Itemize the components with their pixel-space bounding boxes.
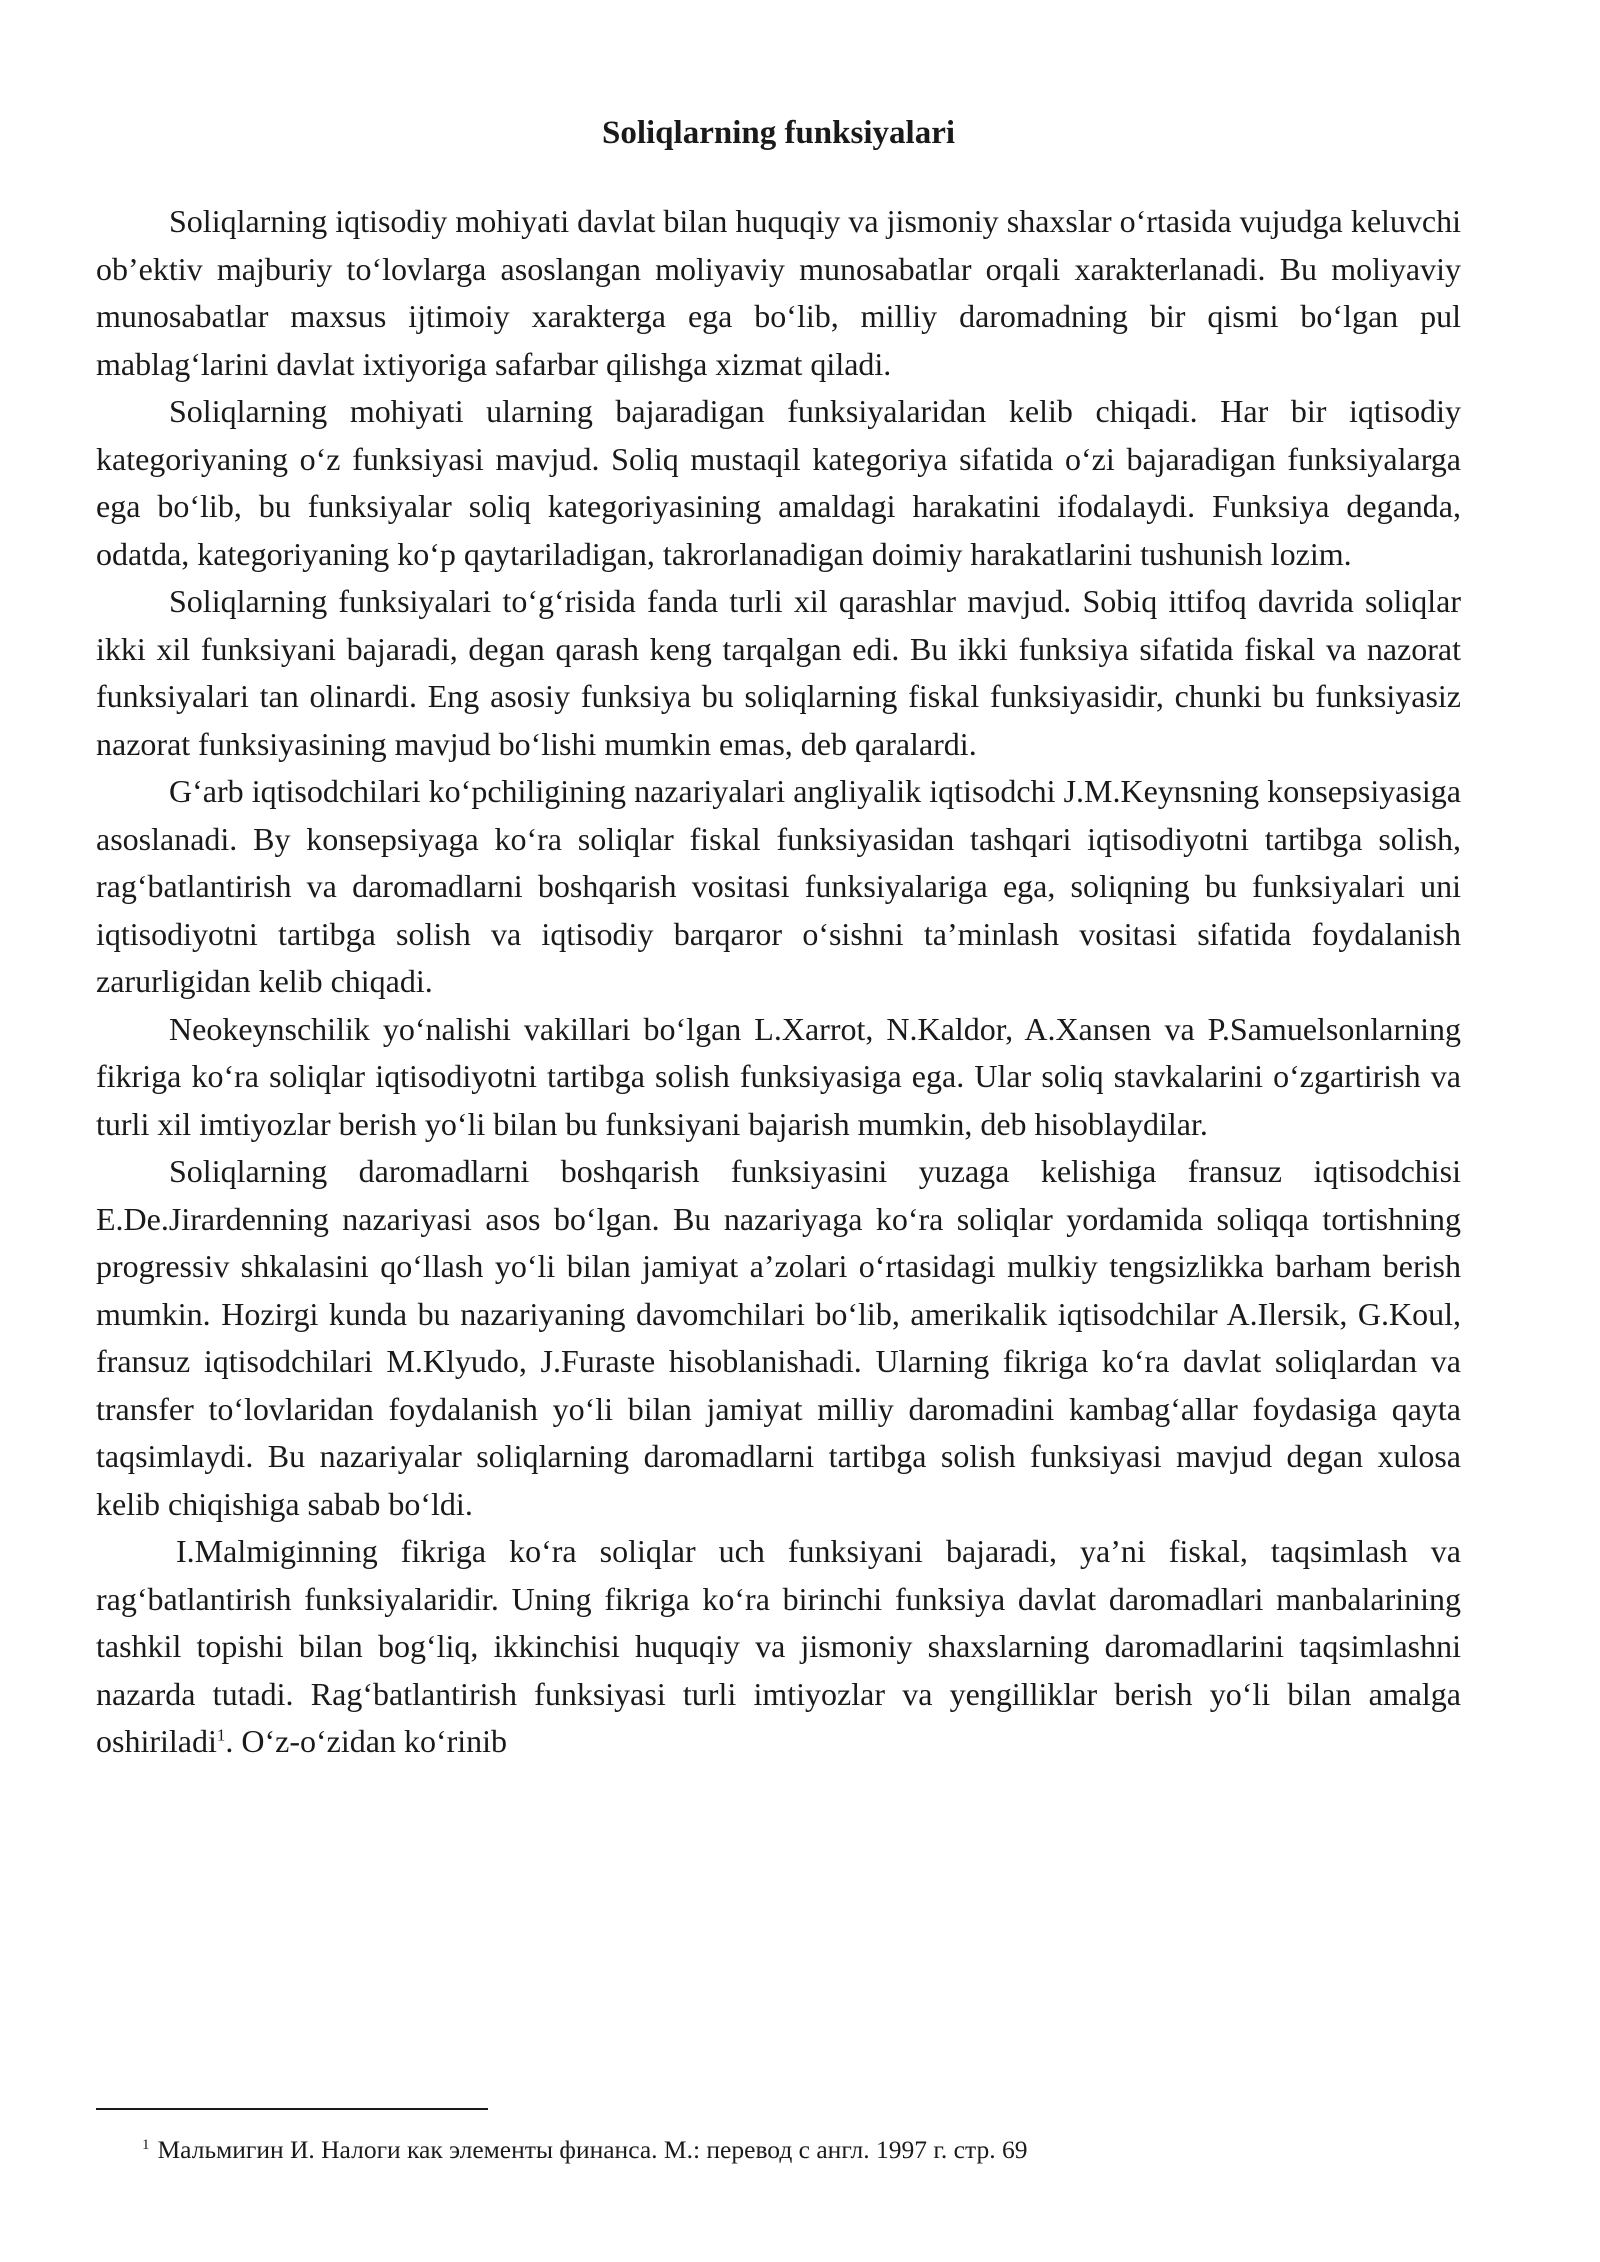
paragraph-7 [96, 1528, 1461, 1766]
footnote-mark: 1 [142, 2136, 150, 2153]
document-title: Soliqlarning funksiyalari [601, 115, 956, 151]
paragraph-5: Neokeynschilik yo‘nalishi vakillari bo‘lgan L.Xarrot, N.Kaldor, A.Xansen va P.Samuelsonlarning fikriga ko‘ra soliqlar iqtisodiyotni tartibga solish funksiyasiga ega. Ular soliq stavkalarini o‘zgartirish va turli xil imtiyozlar berish yo‘li bilan bu funksiyani bajarish mumkin, deb hisoblaydilar. [96, 1010, 1461, 1142]
footnote [142, 2133, 1442, 2167]
paragraph-7-continuation: . O‘z-o‘zidan ko‘rinib [225, 1723, 508, 1759]
footnote-text: Мальмигин И. Налоги как элементы финанса. М.: перевод с англ. 1997 г. стр. 69 [157, 2135, 1028, 2164]
paragraph-3: Soliqlarning funksiyalari to‘g‘risida fanda turli xil qarashlar mavjud. Sobiq ittifoq davrida soliqlar ikki xil funksiyani bajaradi, degan qarash keng tarqalgan edi. Bu ikki funksiya sifatida fiskal va nazorat funksiyalari tan olinardi. Eng asosiy funksiya bu soliqlarning fiskal funksiyasidir, chunki bu funksiyasiz nazorat funksiyasining mavjud bo‘lishi mumkin emas, deb qaralardi. [96, 583, 1461, 762]
paragraph-1: Soliqlarning iqtisodiy mohiyati davlat bilan huquqiy va jismoniy shaxslar o‘rtasida vujudga keluvchi ob’ektiv majburiy to‘lovlarga asoslangan moliyaviy munosabatlar orqali xarakterlanadi. Bu moliyaviy munosabatlar maxsus ijtimoiy xarakterga ega bo‘lib, milliy daromadning bir qismi bo‘lgan pul mablag‘larini davlat ixtiyoriga safarbar qilishga xizmat qiladi. [96, 203, 1461, 382]
footnote-reference[interactable]: 1 [216, 1725, 226, 1745]
document-page [96, 110, 1461, 1766]
paragraph-6: Soliqlarning daromadlarni boshqarish funksiyasini yuzaga kelishiga fransuz iqtisodchisi E.De.Jirardenning nazariyasi asos bo‘lgan. Bu nazariyaga ko‘ra soliqlar yordamida soliqqa tortishning progressiv shkalasini qo‘llash yo‘li bilan jamiyat a’zolari o‘rtasidagi mulkiy tengsizlikka barham berish mumkin. Hozirgi kunda bu nazariyaning davomchilari bo‘lib, amerikalik iqtisodchilar A.Ilersik, G.Koul, fransuz iqtisodchilari M.Klyudo, J.Furaste hisoblanishadi. Ularning fikriga ko‘ra davlat soliqlardan va transfer to‘lovlaridan foydalanish yo‘li bilan jamiyat milliy daromadini kambag‘allar foydasiga qayta taqsimlaydi. Bu nazariyalar soliqlarning daromadlarni tartibga solish funksiyasi mavjud degan xulosa kelib chiqishiga sabab bo‘ldi. [96, 1153, 1461, 1522]
footnote-separator [96, 2108, 488, 2110]
paragraph-7-text: I.Malmiginning fikriga ko‘ra soliqlar uch funksiyani bajaradi, ya’ni fiskal, taqsimlash va rag‘batlantirish funksiyalaridir. Uning fikriga ko‘ra birinchi funksiya davlat daromadlari manbalarining tashkil topishi bilan bog‘liq, ikkinchisi huquqiy va jismoniy shaxslarning daromadlarini taqsimlashni nazarda tutadi. Rag‘batlantirish funksiyasi turli imtiyozlar va yengilliklar berish yo‘li bilan amalga oshiriladi [96, 1533, 1461, 1759]
paragraph-2: Soliqlarning mohiyati ularning bajaradigan funksiyalaridan kelib chiqadi. Har bir iqtisodiy kategoriyaning o‘z funksiyasi mavjud. Soliq mustaqil kategoriya sifatida o‘zi bajaradigan funksiyalarga ega bo‘lib, bu funksiyalar soliq kategoriyasining amaldagi harakatini ifodalaydi. Funksiya deganda, odatda, kategoriyaning ko‘p qaytariladigan, takrorlanadigan doimiy harakatlarini tushunish lozim. [96, 393, 1461, 572]
paragraph-4: G‘arb iqtisodchilari ko‘pchiligining nazariyalari angliyalik iqtisodchi J.M.Keynsning konsepsiyasiga asoslanadi. By konsepsiyaga ko‘ra soliqlar fiskal funksiyasidan tashqari iqtisodiyotni tartibga solish, rag‘batlantirish va daromadlarni boshqarish vositasi funksiyalariga ega, soliqning bu funksiyalari uni iqtisodiyotni tartibga solish va iqtisodiy barqaror o‘sishni ta’minlash vositasi sifatida foydalanish zarurligidan kelib chiqadi. [96, 773, 1461, 999]
